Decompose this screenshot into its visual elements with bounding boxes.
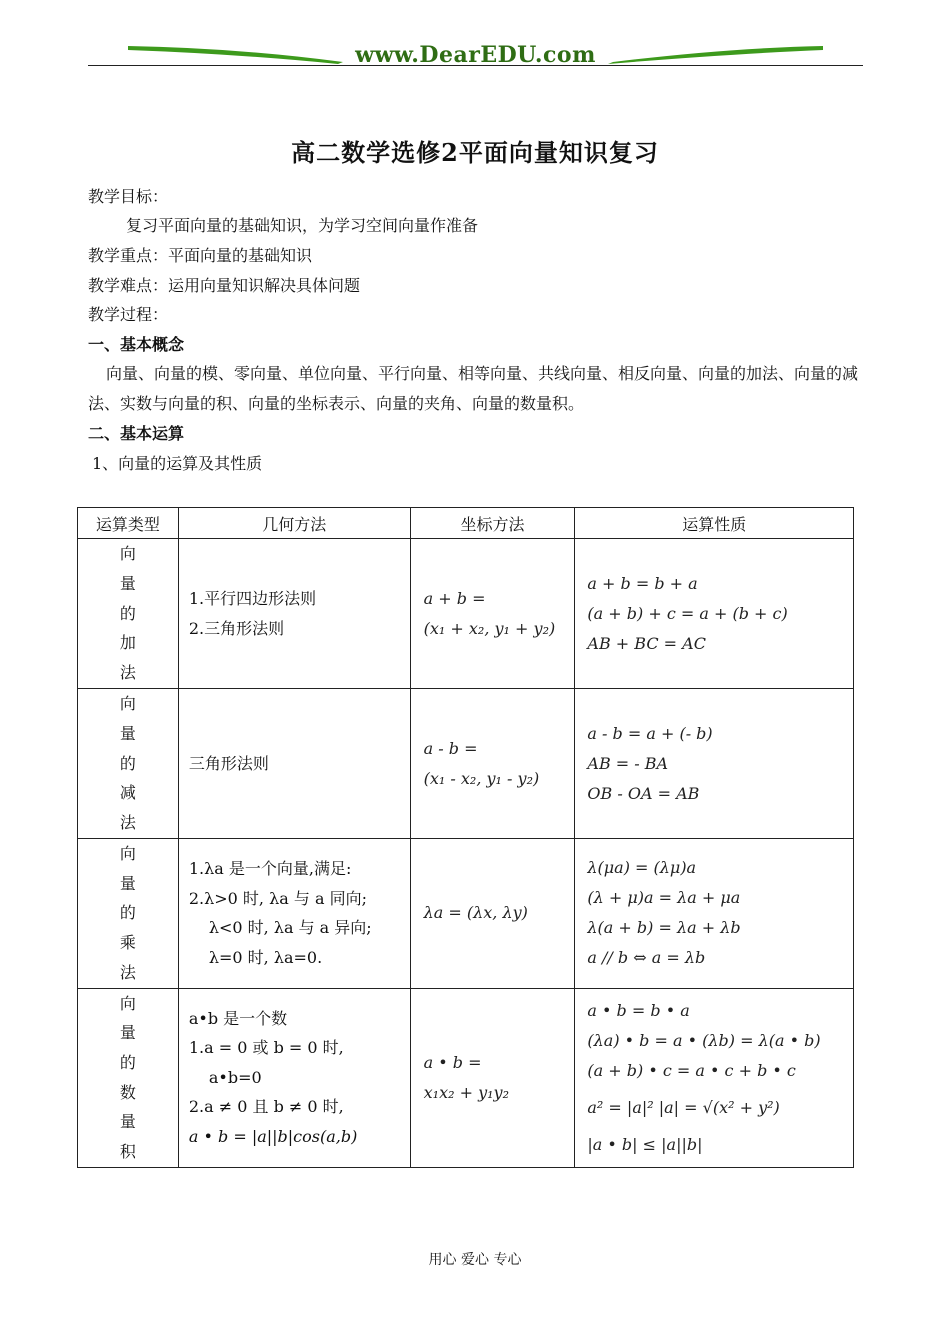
row-props: λ(μa) = (λμ)a (λ + μ)a = λa + μa λ(a + b) = λa + λb a // b ⇔ a = λb xyxy=(575,839,854,989)
header-props: 运算性质 xyxy=(575,508,854,539)
header-geo: 几何方法 xyxy=(178,508,410,539)
row-coord: a • b = x₁x₂ + y₁y₂ xyxy=(410,988,575,1167)
row-geo: 1.平行四边形法则 2.三角形法则 xyxy=(178,539,410,689)
goal-label: 教学目标： xyxy=(88,187,169,206)
row-props: a + b = b + a (a + b) + c = a + (b + c) AB + BC = AC xyxy=(575,539,854,689)
row-coord: a - b = (x₁ - x₂, y₁ - y₂) xyxy=(410,689,575,839)
row-props: a • b = b • a (λa) • b = a • (λb) = λ(a • b) (a + b) • c = a • c + b • c a² = |a|² |a| = √(x² + y²) |a • b| ≤ |a||b| xyxy=(575,988,854,1167)
section1-heading: 一、基本概念 xyxy=(88,335,185,354)
goal-text: 复习平面向量的基础知识，为学习空间向量作准备 xyxy=(126,216,479,235)
table-row xyxy=(78,988,854,1167)
section2-sub: 1、向量的运算及其性质 xyxy=(92,454,263,473)
process-label: 教学过程： xyxy=(88,305,169,324)
header-type: 运算类型 xyxy=(78,508,179,539)
row-type: 向 量 的 加 法 xyxy=(78,539,179,689)
difficulty: 教学难点：运用向量知识解决具体问题 xyxy=(88,276,361,295)
row-type: 向 量 的 数 量 积 xyxy=(78,988,179,1167)
row-geo: 1.λa 是一个向量,满足: 2.λ>0 时, λa 与 a 同向; λ<0 时, λa 与 a 异向; λ=0 时, λa=0. xyxy=(178,839,410,989)
row-geo: a•b 是一个数 1.a = 0 或 b = 0 时, a•b=0 2.a ≠ 0 且 b ≠ 0 时, a • b = |a||b|cos(a,b) xyxy=(178,988,410,1167)
operations-table xyxy=(77,507,854,1168)
section1-body: 向量、向量的模、零向量、单位向量、平行向量、相等向量、共线向量、相反向量、向量的加法、向量的减法、实数与向量的积、向量的坐标表示、向量的夹角、向量的数量积。 xyxy=(88,364,859,413)
header-coord: 坐标方法 xyxy=(410,508,575,539)
row-geo: 三角形法则 xyxy=(178,689,410,839)
site-url[interactable]: www.DearEDU.com xyxy=(355,42,596,68)
table-row xyxy=(78,689,854,839)
page-footer: 用心 爱心 专心 xyxy=(428,1252,522,1268)
key-point: 教学重点：平面向量的基础知识 xyxy=(88,246,313,265)
row-coord: λa = (λx, λy) xyxy=(410,839,575,989)
table-row xyxy=(78,539,854,689)
table-header-row xyxy=(78,508,854,539)
table-row xyxy=(78,839,854,989)
row-props: a - b = a + (- b) AB = - BA OB - OA = AB xyxy=(575,689,854,839)
section2-heading: 二、基本运算 xyxy=(88,424,185,443)
row-coord: a + b = (x₁ + x₂, y₁ + y₂) xyxy=(410,539,575,689)
row-type: 向 量 的 减 法 xyxy=(78,689,179,839)
row-type: 向 量 的 乘 法 xyxy=(78,839,179,989)
page-title: 高二数学选修2平面向量知识复习 xyxy=(291,138,659,167)
header-rule xyxy=(88,65,863,66)
